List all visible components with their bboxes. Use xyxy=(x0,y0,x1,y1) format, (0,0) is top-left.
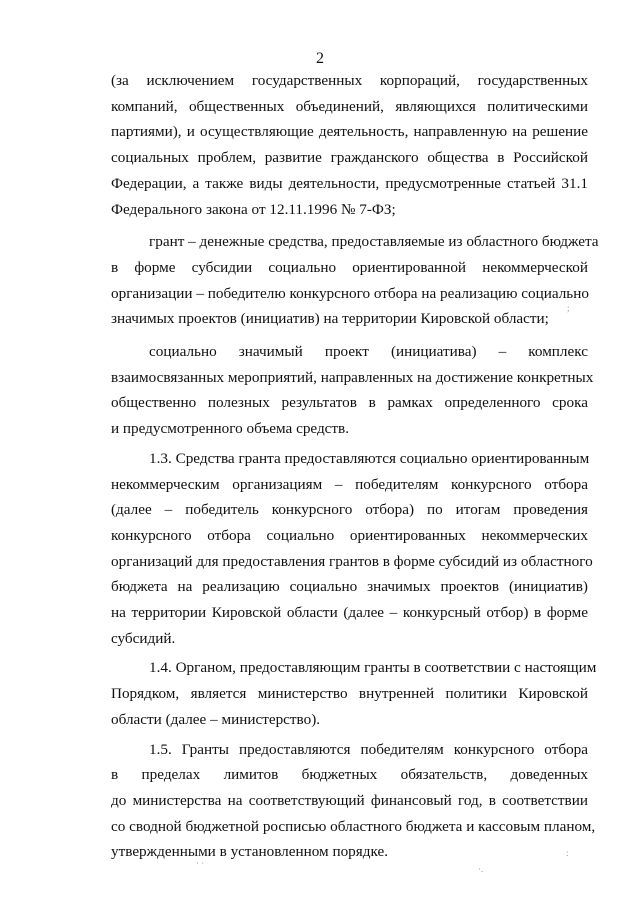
text-line: Порядком, является министерство внутренней политики Кировской xyxy=(111,685,588,703)
paragraph-first-line: 1.3. Средства гранта предоставляются социально ориентированным xyxy=(149,449,590,467)
paragraph-first-line: 1.4. Органом, предоставляющим гранты в соответствии с настоящим xyxy=(149,659,597,677)
text-line: значимых проектов (инициатив) на территории Кировской области; xyxy=(111,310,549,328)
text-line: субсидий. xyxy=(111,629,176,647)
text-line: некоммерческим организациям – победителям конкурсного отбора xyxy=(111,475,588,493)
page-number: 2 xyxy=(316,50,324,67)
paragraph-first-line: грант – денежные средства, предоставляемые из областного бюджета xyxy=(149,233,599,251)
text-line: области (далее – министерство). xyxy=(111,710,321,728)
text-line: со сводной бюджетной росписью областного бюджета и кассовым планом, xyxy=(111,817,596,835)
scan-speck: · · xyxy=(196,858,205,868)
text-line: бюджета на реализацию социально значимых проектов (инициатив) xyxy=(111,578,588,596)
text-line: партиями), и осуществляющие деятельность, направленную на решение xyxy=(111,123,588,141)
text-line: компаний, общественных объединений, являющихся политическими xyxy=(111,97,588,115)
text-line: на территории Кировской области (далее – конкурсный отбор) в форме xyxy=(111,604,588,622)
text-line: и предусмотренного объема средств. xyxy=(111,420,350,438)
text-line: Федерального закона от 12.11.1996 № 7-ФЗ; xyxy=(111,200,396,218)
text-line: взаимосвязанных мероприятий, направленных на достижение конкретных xyxy=(111,368,594,386)
scan-speck: ; xyxy=(567,303,570,313)
scan-speck: : xyxy=(566,848,569,858)
text-line: общественно полезных результатов в рамках определенного срока xyxy=(111,394,588,412)
text-line: Федерации, а также виды деятельности, предусмотренные статьей 31.1 xyxy=(111,174,588,192)
text-line: социальных проблем, развитие гражданского общества в Российской xyxy=(111,149,588,167)
paragraph-first-line: 1.5. Гранты предоставляются победителям конкурсного отбора xyxy=(149,740,588,758)
text-line: до министерства на соответствующий финансовый год, в соответствии xyxy=(111,791,588,809)
text-line: (за исключением государственных корпораций, государственных xyxy=(111,72,588,89)
paragraph-first-line: социально значимый проект (инициатива) – комплекс xyxy=(149,343,588,361)
text-line: (далее – победитель конкурсного отбора) по итогам проведения xyxy=(111,501,588,519)
text-line: в пределах лимитов бюджетных обязательств, доведенных xyxy=(111,766,588,784)
scan-speck: ·. xyxy=(478,864,484,874)
document-body xyxy=(111,68,599,865)
text-line: организаций для предоставления грантов в форме субсидий из областного xyxy=(111,552,593,570)
text-line: утвержденными в установленном порядке. xyxy=(111,843,389,861)
text-line: в форме субсидии социально ориентированной некоммерческой xyxy=(111,258,588,276)
text-line: организации – победителю конкурсного отбора на реализацию социально xyxy=(111,284,589,302)
text-line: конкурсного отбора социально ориентированных некоммерческих xyxy=(111,526,588,544)
